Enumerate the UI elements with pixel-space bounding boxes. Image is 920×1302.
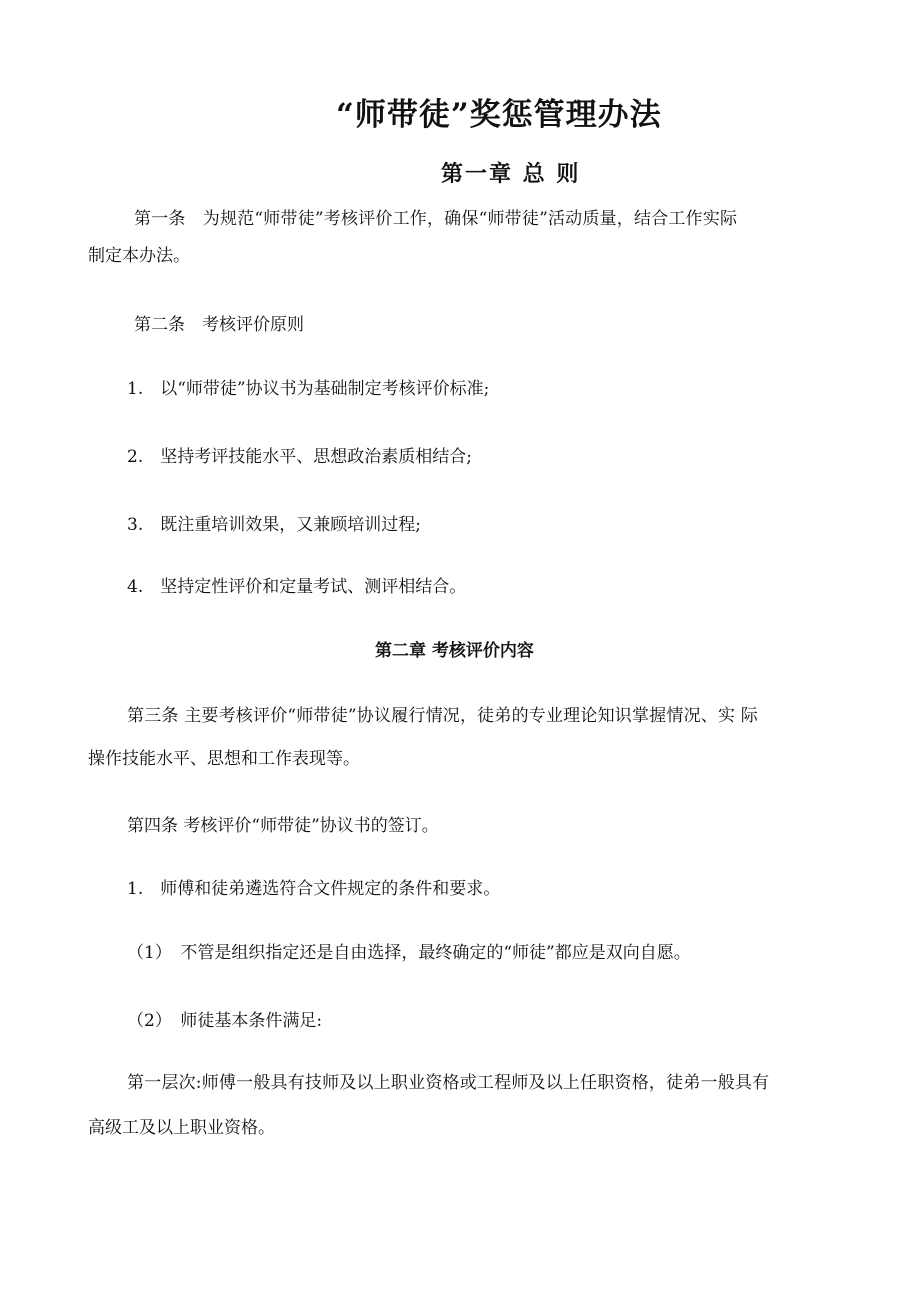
chapter-two-heading: 第二章 考核评价内容	[375, 641, 534, 661]
level-one-line-1: 第一层次:师傅一般具有技师及以上职业资格或工程师及以上任职资格，徒弟一般具有	[127, 1073, 770, 1093]
article-one-line-2: 制定本办法。	[88, 246, 190, 266]
article-two-heading: 第二条 考核评价原则	[134, 315, 304, 335]
article-three-line-2: 操作技能水平、思想和工作表现等。	[88, 749, 360, 769]
article-four-heading: 第四条 考核评价“师带徒”协议书的签订。	[127, 816, 439, 836]
principle-item-4: 4. 坚持定性评价和定量考试、测评相结合。	[127, 577, 467, 597]
article-four-subitem-1: （1） 不管是组织指定还是自由选择，最终确定的“师徒”都应是双向自愿。	[127, 943, 691, 963]
principle-item-2: 2. 坚持考评技能水平、思想政治素质相结合;	[127, 447, 472, 467]
article-four-item-1: 1. 师傅和徒弟遴选符合文件规定的条件和要求。	[127, 879, 501, 899]
principle-item-1: 1. 以“师带徒”协议书为基础制定考核评价标准;	[127, 379, 490, 399]
level-one-line-2: 高级工及以上职业资格。	[88, 1118, 275, 1138]
article-three-line-1: 第三条 主要考核评价“师带徒”协议履行情况，徒弟的专业理论知识掌握情况、实 际	[127, 706, 758, 726]
principle-item-3: 3. 既注重培训效果，又兼顾培训过程;	[127, 515, 421, 535]
article-one-line-1: 第一条 为规范“师带徒”考核评价工作，确保“师带徒”活动质量，结合工作实际	[134, 209, 738, 229]
chapter-one-heading: 第一章 总 则	[441, 161, 581, 187]
article-four-subitem-2: （2） 师徒基本条件满足:	[127, 1011, 323, 1031]
document-title: “师带徒”奖惩管理办法	[336, 97, 662, 133]
